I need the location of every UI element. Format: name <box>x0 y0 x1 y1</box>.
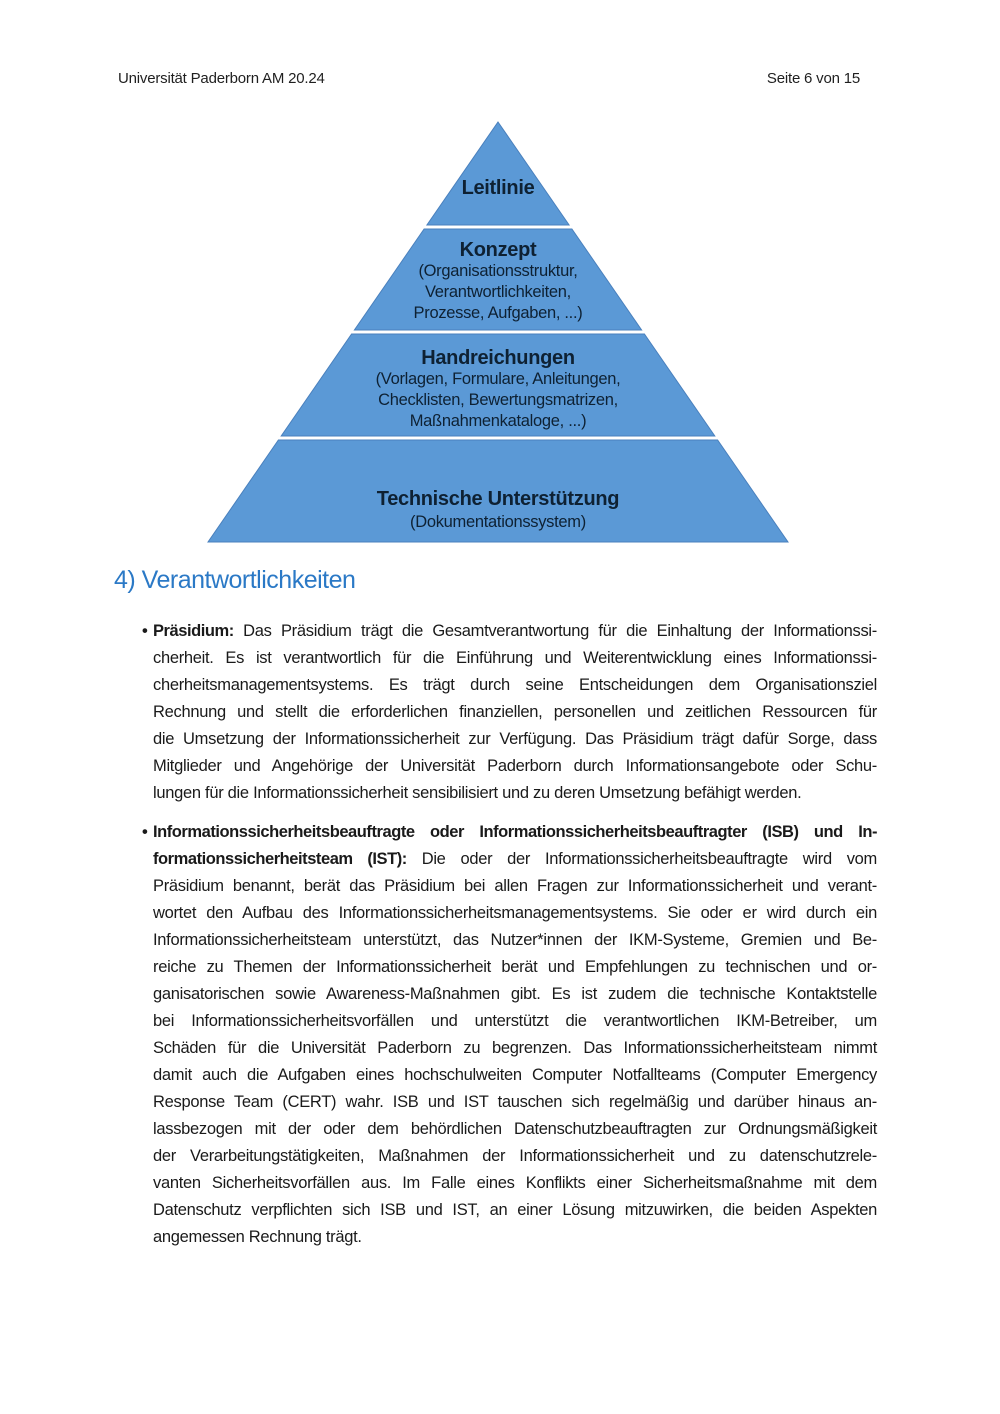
pyramid-level-4-subtitle: (Dokumentationssystem) <box>410 513 586 531</box>
list-item <box>142 618 877 807</box>
pyramid-level-1-shape <box>427 122 569 225</box>
pyramid-level-3-subtitle: (Vorlagen, Formulare, Anleitungen, Checklisten, Bewertungsmatrizen, Maßnahmenkataloge, ...) <box>375 370 621 430</box>
pyramid-level-3-title: Handreichungen <box>421 347 575 369</box>
pyramid-level-2-subtitle: (Organisationsstruktur, Verantwortlichkeiten, Prozesse, Aufgaben, ...) <box>413 262 583 322</box>
section-heading: 4) Verantwortlichkeiten <box>114 566 356 594</box>
pyramid-level-1-title: Leitlinie <box>461 177 535 199</box>
page-header-left: Universität Paderborn AM 20.24 <box>118 70 325 87</box>
bullet-marker: • <box>142 823 148 841</box>
pyramid-level-2-title: Konzept <box>459 239 537 261</box>
body-text <box>142 618 877 1251</box>
list-item <box>142 819 877 1251</box>
pyramid-level-4-title: Technische Unterstützung <box>376 488 620 510</box>
paragraph-isb-ist: Informationssicherheitsbeauftragte oder Informationssicherheitsbeauftragter (ISB) und In- formationssicherheitsteam (IST): Die oder der Informationssicherheitsbeauftragte wird vom Präsidium benannt, berät das Präsidium bei allen Fragen zur Informationssicherheit und verant- wortet den Aufbau des Informationssicherheitsmanagementsystems. Sie oder er wird durch ein Informationssicherheitsteam unterstützt, das Nutzer*innen der IKM-Systeme, Gremien und Be- reiche zu Themen der Informationssicherheit berät und Empfehlungen zu technischen und or- ganisatorischen sowie Awareness-Maßnahmen gibt. Es ist zudem die technische Kontaktstelle bei Informationssicherheitsvorfällen und unterstützt die verantwortlichen IKM-Betreiber, um Schäden für die Universität Paderborn zu begrenzen. Das Informationssicherheitsteam nimmt damit auch die Aufgaben eines hochschulweiten Computer Notfallteams (Computer Emergency Response Team (CERT) wahr. ISB und IST tauschen sich regelmäßig und darüber hinaus an- lassbezogen mit der oder dem behördlichen Datenschutzbeauftragten zur Ordnungsmäßigkeit der Verarbeitungstätigkeiten, Maßnahmen der Informationssicherheit und zu datenschutzrele- vanten Sicherheitsvorfällen aus. Im Falle eines Konflikts einer Sicherheitsmaßnahme mit dem Datenschutz verpflichten sich ISB und IST, an einer Lösung mitzuwirken, die beiden Aspekten angemessen Rechnung trägt. <box>153 823 877 1246</box>
paragraph-praesidium: Präsidium: Das Präsidium trägt die Gesamtverantwortung für die Einhaltung der Informationssi- cherheit. Es ist verantwortlich für die Einführung und Weiterentwicklung eines Informationssi- cherheitsmanagementsystems. Es trägt durch seine Entscheidungen dem Organisationsziel Rechnung und stellt die erforderlichen finanziellen, personellen und zeitlichen Ressourcen für die Umsetzung der Informationssicherheit zur Verfügung. Das Präsidium trägt dafür Sorge, dass Mitglieder und Angehörige der Universität Paderborn durch Informationsangebote oder Schu- lungen für die Informationssicherheit sensibilisiert und zu deren Umsetzung befähigt werden. <box>153 622 877 802</box>
pyramid-diagram <box>203 120 793 544</box>
bullet-marker: • <box>142 622 148 640</box>
page-number: Seite 6 von 15 <box>766 70 860 87</box>
